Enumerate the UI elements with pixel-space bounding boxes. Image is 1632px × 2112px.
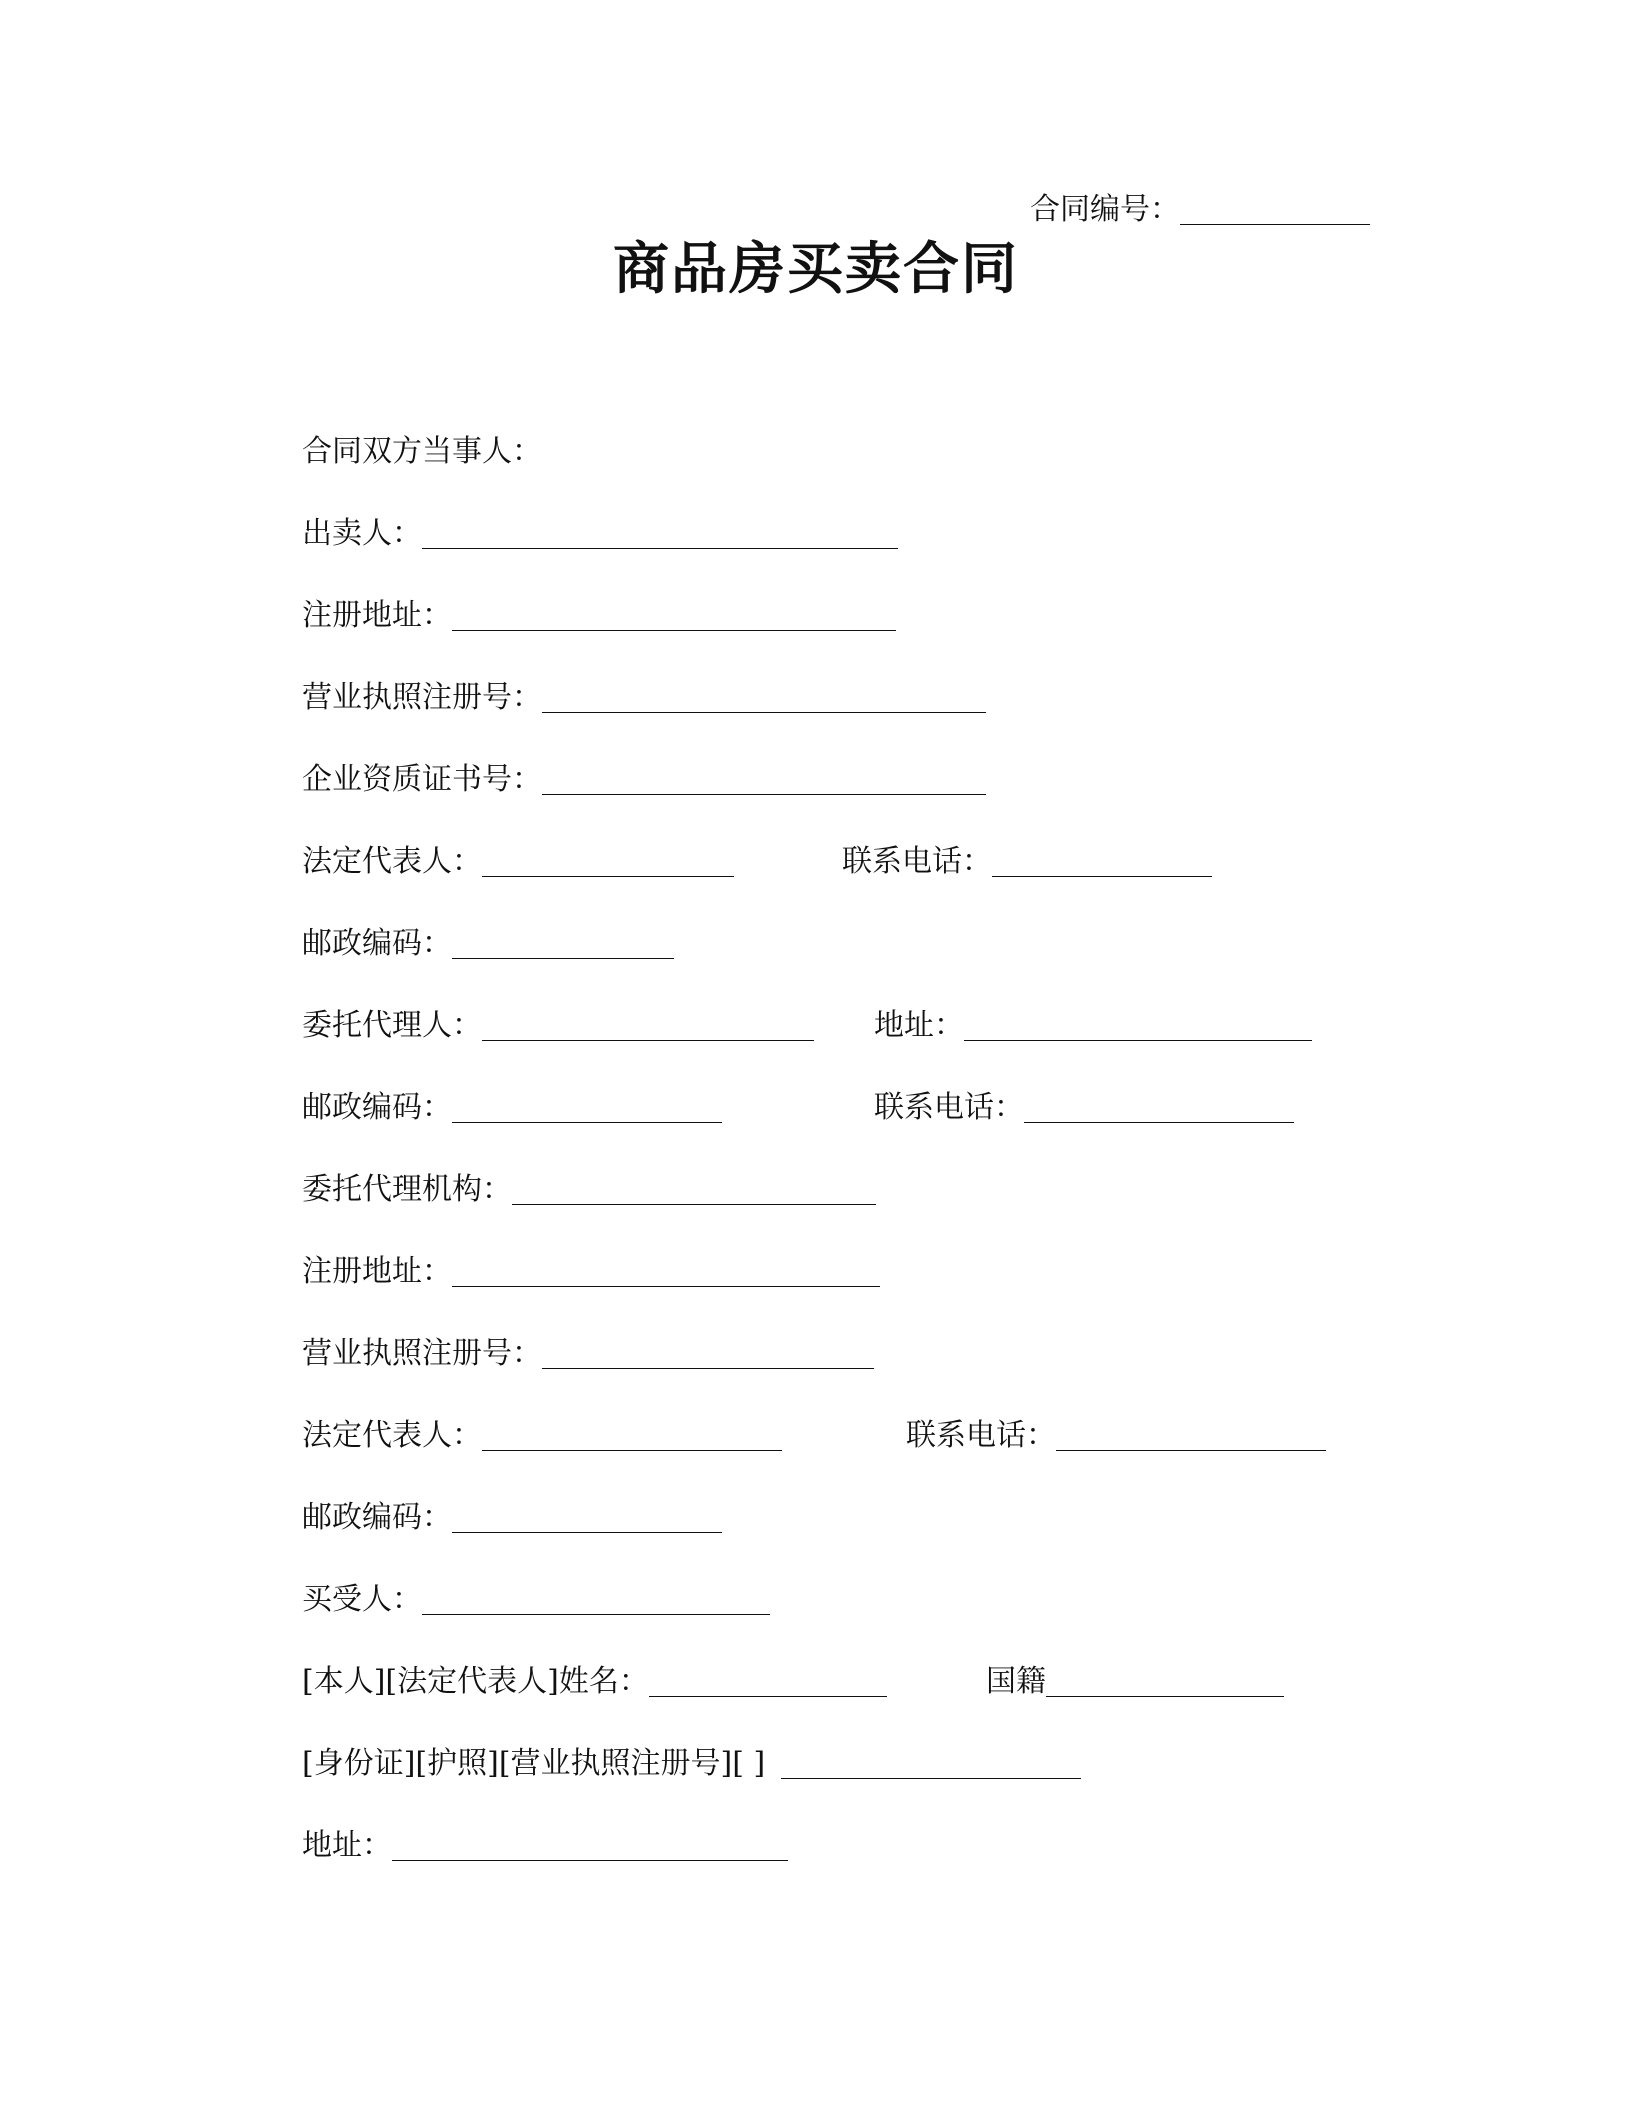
- seller-phone-blank[interactable]: [992, 842, 1212, 877]
- buyer-address-blank[interactable]: [392, 1826, 788, 1861]
- contract-number-blank[interactable]: [1180, 190, 1370, 225]
- agent-label: 委托代理人：: [302, 1008, 482, 1043]
- buyer-address-label: 地址：: [302, 1828, 392, 1863]
- seller-legal-rep-label: 法定代表人：: [302, 844, 482, 879]
- agency-address-label: 注册地址：: [302, 1254, 452, 1289]
- agent-phone: [874, 1088, 1294, 1128]
- seller-legal-rep-row: [302, 842, 1302, 882]
- contract-number-label: 合同编号：: [1030, 192, 1180, 227]
- buyer-name: [302, 1662, 887, 1702]
- parties-intro: 合同双方当事人：: [302, 434, 542, 469]
- seller-license-label: 营业执照注册号：: [302, 680, 542, 715]
- agency-blank[interactable]: [512, 1170, 876, 1205]
- agent-phone-label: 联系电话：: [874, 1090, 1024, 1125]
- seller-label: 出卖人：: [302, 516, 422, 551]
- agent-row: [302, 1006, 1402, 1046]
- buyer-address-row: [302, 1826, 788, 1866]
- seller-legal-rep-blank[interactable]: [482, 842, 734, 877]
- buyer-blank[interactable]: [422, 1580, 770, 1615]
- seller-blank[interactable]: [422, 514, 898, 549]
- agent-postal-label: 邮政编码：: [302, 1090, 452, 1125]
- agency-postal-label: 邮政编码：: [302, 1500, 452, 1535]
- agency-legal-rep-blank[interactable]: [482, 1416, 782, 1451]
- seller-qualification-label: 企业资质证书号：: [302, 762, 542, 797]
- agent-postal: [302, 1088, 722, 1128]
- buyer-name-blank[interactable]: [649, 1662, 887, 1697]
- buyer-nationality-label: 国籍: [986, 1664, 1046, 1699]
- buyer-name-label: [本人][法定代表人]姓名：: [302, 1664, 649, 1699]
- seller-legal-rep: [302, 842, 734, 882]
- parties-intro-row: [302, 432, 542, 472]
- seller-license-blank[interactable]: [542, 678, 986, 713]
- agency-phone-blank[interactable]: [1056, 1416, 1326, 1451]
- seller-address-row: [302, 596, 896, 636]
- agent: [302, 1006, 814, 1046]
- agency-license-row: [302, 1334, 874, 1374]
- agency-postal-row: [302, 1498, 722, 1538]
- seller-postal-blank[interactable]: [452, 924, 674, 959]
- seller-postal-row: [302, 924, 674, 964]
- buyer-id-row: [302, 1744, 1081, 1784]
- buyer-nationality-blank[interactable]: [1046, 1662, 1284, 1697]
- seller-address-label: 注册地址：: [302, 598, 452, 633]
- agency-phone-label: 联系电话：: [906, 1418, 1056, 1453]
- seller-postal-label: 邮政编码：: [302, 926, 452, 961]
- contract-number-row: [1030, 190, 1370, 230]
- seller-license-row: [302, 678, 986, 718]
- agency-legal-rep: [302, 1416, 782, 1456]
- agency-legal-rep-label: 法定代表人：: [302, 1418, 482, 1453]
- seller-address-blank[interactable]: [452, 596, 896, 631]
- agency-postal-blank[interactable]: [452, 1498, 722, 1533]
- seller-qualification-row: [302, 760, 986, 800]
- agency-address-blank[interactable]: [452, 1252, 880, 1287]
- buyer-row: [302, 1580, 770, 1620]
- buyer-nationality: [986, 1662, 1284, 1702]
- agent-postal-row: [302, 1088, 1402, 1128]
- agent-address-label: 地址：: [874, 1008, 964, 1043]
- agency-legal-rep-row: [302, 1416, 1402, 1456]
- seller-qualification-blank[interactable]: [542, 760, 986, 795]
- agency-address-row: [302, 1252, 880, 1292]
- buyer-id-label: [身份证][护照][营业执照注册号][ ]: [302, 1746, 766, 1781]
- seller-row: [302, 514, 898, 554]
- agency-row: [302, 1170, 876, 1210]
- agency-phone: [906, 1416, 1326, 1456]
- page-title: 商品房买卖合同: [613, 237, 1019, 302]
- agency-license-blank[interactable]: [542, 1334, 874, 1369]
- agent-postal-blank[interactable]: [452, 1088, 722, 1123]
- seller-phone: [842, 842, 1212, 882]
- buyer-id-blank[interactable]: [781, 1744, 1081, 1779]
- agent-address-blank[interactable]: [964, 1006, 1312, 1041]
- seller-phone-label: 联系电话：: [842, 844, 992, 879]
- buyer-name-row: [302, 1662, 1402, 1702]
- agent-phone-blank[interactable]: [1024, 1088, 1294, 1123]
- agency-license-label: 营业执照注册号：: [302, 1336, 542, 1371]
- agency-label: 委托代理机构：: [302, 1172, 512, 1207]
- agent-address: [874, 1006, 1312, 1046]
- buyer-label: 买受人：: [302, 1582, 422, 1617]
- agent-blank[interactable]: [482, 1006, 814, 1041]
